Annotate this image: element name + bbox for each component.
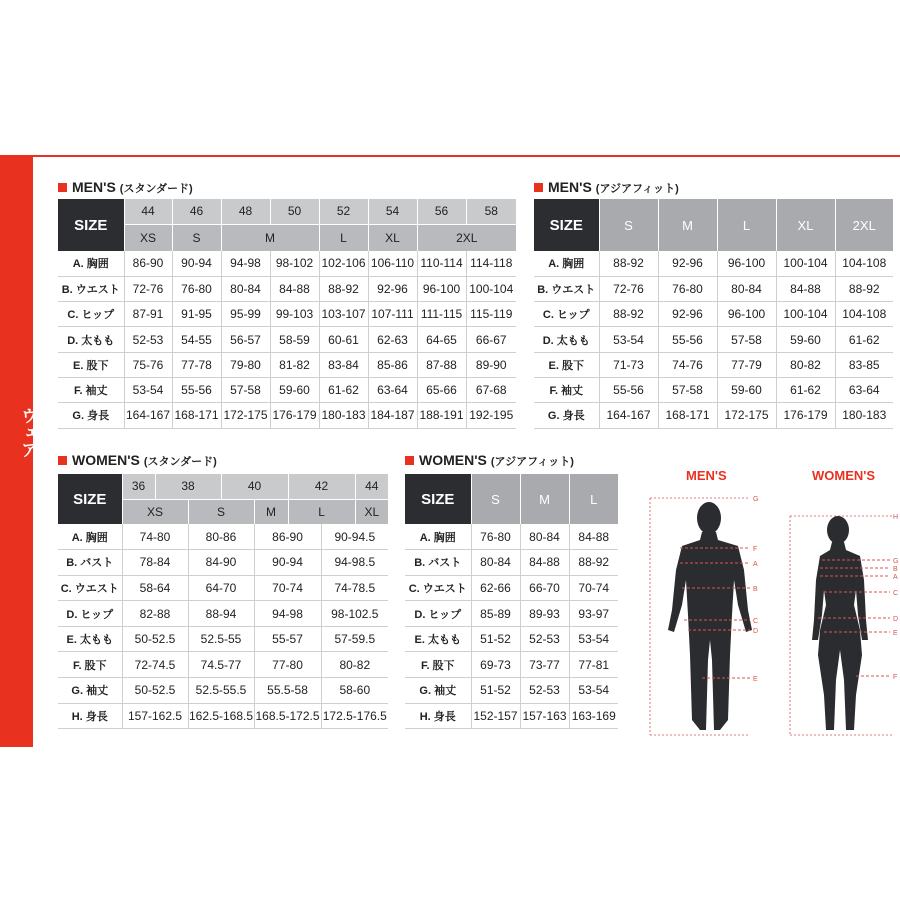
measure-value: 52-53: [520, 626, 569, 652]
letter-size-header: M: [221, 224, 319, 251]
measure-value: 74.5-77: [188, 652, 254, 678]
measure-value: 53-54: [124, 377, 172, 402]
row-label: C. ヒップ: [534, 302, 599, 327]
table-row: [58, 550, 388, 576]
top-rule: [0, 155, 900, 157]
row-label: C. ヒップ: [58, 302, 124, 327]
measure-value: 60-61: [319, 327, 368, 352]
table-row: [58, 403, 516, 428]
row-label: F. 股下: [58, 652, 122, 678]
measure-value: 100-104: [776, 251, 835, 276]
row-label: A. 胸囲: [58, 251, 124, 276]
measure-value: 100-104: [776, 302, 835, 327]
measure-value: 77-80: [254, 652, 321, 678]
measure-value: 86-90: [124, 251, 172, 276]
table-row: [58, 377, 516, 402]
measure-value: 162.5-168.5: [188, 703, 254, 729]
table-row: [58, 601, 388, 627]
marker-d: D: [893, 616, 899, 623]
measure-value: 51-52: [471, 626, 520, 652]
measure-value: 111-115: [417, 302, 466, 327]
marker-f: F: [893, 674, 898, 681]
category-side-tab: [0, 157, 37, 747]
measure-value: 59-60: [776, 327, 835, 352]
measure-value: 77-79: [717, 352, 776, 377]
row-label: H. 身長: [405, 703, 471, 729]
measure-value: 83-85: [835, 352, 893, 377]
size-header: S: [599, 199, 658, 251]
marker-c: C: [753, 618, 759, 625]
measure-value: 84-88: [569, 524, 618, 550]
row-label: B. バスト: [58, 550, 122, 576]
letter-size-header: S: [172, 224, 221, 251]
measure-value: 172-175: [221, 403, 270, 428]
letter-size-header: L: [319, 224, 368, 251]
measure-value: 66-67: [466, 327, 516, 352]
row-label: G. 袖丈: [58, 678, 122, 704]
table-row: [405, 575, 618, 601]
row-label: D. ヒップ: [58, 601, 122, 627]
table-row: [534, 377, 893, 402]
men-figure-title: MEN'S: [686, 468, 727, 483]
measure-value: 53-54: [569, 626, 618, 652]
measure-value: 57-58: [717, 327, 776, 352]
measure-value: 84-88: [270, 276, 319, 301]
measure-value: 58-59: [270, 327, 319, 352]
table-row: [534, 302, 893, 327]
measure-value: 84-88: [520, 550, 569, 576]
title-marker: [58, 183, 67, 192]
measure-value: 52-53: [124, 327, 172, 352]
measure-value: 61-62: [776, 377, 835, 402]
numeric-size-header: 36: [122, 474, 155, 499]
table-row: [58, 678, 388, 704]
table-row: [58, 626, 388, 652]
row-label: F. 袖丈: [534, 377, 599, 402]
measure-value: 85-86: [368, 352, 417, 377]
measure-value: 92-96: [368, 276, 417, 301]
measure-value: 85-89: [471, 601, 520, 627]
measure-value: 63-64: [835, 377, 893, 402]
measure-value: 52.5-55: [188, 626, 254, 652]
table-row: [534, 403, 893, 428]
row-label: G. 身長: [58, 403, 124, 428]
measure-value: 74-76: [658, 352, 717, 377]
numeric-size-header: 40: [221, 474, 288, 499]
measure-value: 72-76: [599, 276, 658, 301]
measure-value: 163-169: [569, 703, 618, 729]
measure-value: 70-74: [254, 575, 321, 601]
measure-value: 180-183: [835, 403, 893, 428]
measure-value: 98-102.5: [321, 601, 388, 627]
table-row: [58, 703, 388, 729]
table-row: [58, 327, 516, 352]
measure-value: 107-111: [368, 302, 417, 327]
numeric-size-header: 44: [355, 474, 388, 499]
size-header: M: [658, 199, 717, 251]
measure-value: 77-78: [172, 352, 221, 377]
measure-value: 157-162.5: [122, 703, 188, 729]
letter-size-header: 2XL: [417, 224, 516, 251]
table-row: [405, 652, 618, 678]
marker-c: C: [893, 590, 899, 597]
row-label: E. 太もも: [405, 626, 471, 652]
letter-size-header: XL: [368, 224, 417, 251]
measure-value: 84-88: [776, 276, 835, 301]
measure-value: 88-92: [599, 302, 658, 327]
women-silhouette: [812, 516, 868, 730]
measure-value: 80-84: [221, 276, 270, 301]
measure-value: 63-64: [368, 377, 417, 402]
measure-value: 104-108: [835, 302, 893, 327]
row-label: A. 胸囲: [534, 251, 599, 276]
row-label: B. バスト: [405, 550, 471, 576]
womens-asian-title: WOMEN'S (アジアフィット): [405, 452, 574, 470]
measure-value: 52.5-55.5: [188, 678, 254, 704]
row-label: B. ウエスト: [58, 276, 124, 301]
measure-value: 52-53: [520, 678, 569, 704]
marker-d: D: [753, 628, 759, 635]
measure-value: 58-64: [122, 575, 188, 601]
measure-value: 51-52: [471, 678, 520, 704]
measure-value: 80-82: [776, 352, 835, 377]
measure-value: 55.5-58: [254, 678, 321, 704]
measure-value: 80-82: [321, 652, 388, 678]
measure-value: 152-157: [471, 703, 520, 729]
row-label: A. 胸囲: [58, 524, 122, 550]
measure-value: 168-171: [658, 403, 717, 428]
measure-value: 71-73: [599, 352, 658, 377]
title-marker: [58, 456, 67, 465]
measure-value: 57-59.5: [321, 626, 388, 652]
measure-value: 99-103: [270, 302, 319, 327]
numeric-size-header: 44: [124, 199, 172, 224]
size-header: S: [471, 474, 520, 524]
row-label: E. 股下: [534, 352, 599, 377]
measure-value: 94-98.5: [321, 550, 388, 576]
measure-value: 55-56: [658, 327, 717, 352]
women-figure-title: WOMEN'S: [812, 468, 876, 483]
marker-g: G: [893, 558, 899, 565]
measure-value: 164-167: [599, 403, 658, 428]
letter-size-header: XS: [124, 224, 172, 251]
measure-value: 88-94: [188, 601, 254, 627]
row-label: C. ウエスト: [405, 575, 471, 601]
row-label: D. 太もも: [534, 327, 599, 352]
measure-value: 114-118: [466, 251, 516, 276]
size-header: 2XL: [835, 199, 893, 251]
measure-value: 64-65: [417, 327, 466, 352]
measure-value: 102-106: [319, 251, 368, 276]
measure-value: 84-90: [188, 550, 254, 576]
measure-value: 57-58: [221, 377, 270, 402]
table-row: [405, 626, 618, 652]
womens-asian-table: [405, 474, 618, 729]
womens-standard-table: [58, 474, 388, 729]
table-row: [534, 276, 893, 301]
table-row: [58, 524, 388, 550]
numeric-size-header: 52: [319, 199, 368, 224]
measure-value: 70-74: [569, 575, 618, 601]
measure-value: 57-58: [658, 377, 717, 402]
measure-value: 62-63: [368, 327, 417, 352]
women-marker-labels: [893, 514, 898, 681]
marker-a: A: [893, 574, 898, 581]
table-row: [405, 703, 618, 729]
measure-value: 168.5-172.5: [254, 703, 321, 729]
measure-value: 172-175: [717, 403, 776, 428]
marker-b: B: [753, 586, 758, 593]
measure-value: 74-78.5: [321, 575, 388, 601]
measure-value: 75-76: [124, 352, 172, 377]
measure-value: 69-73: [471, 652, 520, 678]
numeric-size-header: 58: [466, 199, 516, 224]
size-header: SIZE: [534, 199, 599, 251]
measure-value: 73-77: [520, 652, 569, 678]
table-row: [58, 276, 516, 301]
row-label: H. 身長: [58, 703, 122, 729]
measure-value: 65-66: [417, 377, 466, 402]
measure-value: 96-100: [717, 251, 776, 276]
row-label: C. ウエスト: [58, 575, 122, 601]
measure-value: 78-84: [122, 550, 188, 576]
marker-g: G: [753, 496, 759, 503]
measure-value: 53-54: [599, 327, 658, 352]
row-label: D. ヒップ: [405, 601, 471, 627]
table-row: [58, 575, 388, 601]
measure-value: 77-81: [569, 652, 618, 678]
measure-value: 61-62: [319, 377, 368, 402]
row-label: D. 太もも: [58, 327, 124, 352]
numeric-size-header: 50: [270, 199, 319, 224]
measure-value: 100-104: [466, 276, 516, 301]
table-row: [58, 302, 516, 327]
measure-value: 79-80: [221, 352, 270, 377]
men-silhouette: [668, 502, 752, 730]
row-label: A. 胸囲: [405, 524, 471, 550]
measure-value: 89-93: [520, 601, 569, 627]
measure-value: 76-80: [172, 276, 221, 301]
size-header: M: [520, 474, 569, 524]
letter-size-header: XL: [355, 499, 388, 524]
measure-value: 62-66: [471, 575, 520, 601]
table-row: [534, 251, 893, 276]
measure-value: 94-98: [221, 251, 270, 276]
measure-value: 115-119: [466, 302, 516, 327]
measure-value: 90-94: [254, 550, 321, 576]
measure-value: 72-76: [124, 276, 172, 301]
mens-standard-table: [58, 199, 516, 429]
marker-f: F: [753, 546, 758, 553]
womens-standard-title: WOMEN'S (スタンダード): [58, 452, 217, 470]
size-header: L: [569, 474, 618, 524]
title-marker: [405, 456, 414, 465]
measure-value: 64-70: [188, 575, 254, 601]
table-row: [534, 352, 893, 377]
measure-value: 176-179: [776, 403, 835, 428]
measure-value: 92-96: [658, 251, 717, 276]
table-row: [405, 550, 618, 576]
measure-value: 88-92: [599, 251, 658, 276]
measure-value: 88-92: [319, 276, 368, 301]
measure-value: 90-94.5: [321, 524, 388, 550]
measure-value: 98-102: [270, 251, 319, 276]
men-marker-labels: [753, 496, 758, 683]
numeric-size-header: 54: [368, 199, 417, 224]
measure-value: 53-54: [569, 678, 618, 704]
measure-value: 104-108: [835, 251, 893, 276]
mens-asian-title: MEN'S (アジアフィット): [534, 179, 679, 197]
measure-value: 54-55: [172, 327, 221, 352]
numeric-size-header: 48: [221, 199, 270, 224]
measure-value: 50-52.5: [122, 678, 188, 704]
measure-value: 66-70: [520, 575, 569, 601]
measure-value: 80-84: [717, 276, 776, 301]
marker-e: E: [753, 676, 758, 683]
row-label: B. ウエスト: [534, 276, 599, 301]
measure-value: 83-84: [319, 352, 368, 377]
measure-value: 93-97: [569, 601, 618, 627]
measure-value: 81-82: [270, 352, 319, 377]
table-row: [58, 352, 516, 377]
measure-value: 59-60: [717, 377, 776, 402]
measure-value: 157-163: [520, 703, 569, 729]
measure-value: 103-107: [319, 302, 368, 327]
table-row: [405, 678, 618, 704]
measure-value: 80-84: [520, 524, 569, 550]
row-label: F. 袖丈: [58, 377, 124, 402]
row-label: E. 股下: [58, 352, 124, 377]
measure-value: 76-80: [658, 276, 717, 301]
measure-value: 89-90: [466, 352, 516, 377]
measure-value: 80-84: [471, 550, 520, 576]
measure-value: 86-90: [254, 524, 321, 550]
measure-value: 96-100: [717, 302, 776, 327]
measure-value: 56-57: [221, 327, 270, 352]
measure-value: 188-191: [417, 403, 466, 428]
letter-size-header: L: [288, 499, 355, 524]
measure-value: 87-91: [124, 302, 172, 327]
measure-value: 58-60: [321, 678, 388, 704]
measure-value: 96-100: [417, 276, 466, 301]
measure-value: 74-80: [122, 524, 188, 550]
measure-value: 55-56: [599, 377, 658, 402]
measure-value: 192-195: [466, 403, 516, 428]
title-marker: [534, 183, 543, 192]
measure-value: 95-99: [221, 302, 270, 327]
mens-asian-table: [534, 199, 893, 429]
category-label: ウェア: [17, 407, 37, 458]
measure-value: 55-56: [172, 377, 221, 402]
measure-value: 55-57: [254, 626, 321, 652]
measure-value: 76-80: [471, 524, 520, 550]
marker-e: E: [893, 630, 898, 637]
numeric-size-header: 42: [288, 474, 355, 499]
measure-value: 168-171: [172, 403, 221, 428]
measure-value: 80-86: [188, 524, 254, 550]
measure-value: 59-60: [270, 377, 319, 402]
measure-value: 61-62: [835, 327, 893, 352]
measure-value: 87-88: [417, 352, 466, 377]
measure-value: 94-98: [254, 601, 321, 627]
marker-h: H: [893, 514, 899, 521]
size-header: SIZE: [58, 199, 124, 251]
letter-size-header: XS: [122, 499, 188, 524]
measure-value: 164-167: [124, 403, 172, 428]
measure-value: 110-114: [417, 251, 466, 276]
row-label: E. 太もも: [58, 626, 122, 652]
size-header: SIZE: [58, 474, 122, 524]
measure-value: 50-52.5: [122, 626, 188, 652]
measure-value: 180-183: [319, 403, 368, 428]
mens-standard-title: MEN'S (スタンダード): [58, 179, 193, 197]
measure-value: 106-110: [368, 251, 417, 276]
body-measurement-figures: [630, 480, 900, 740]
measure-value: 176-179: [270, 403, 319, 428]
table-row: [405, 524, 618, 550]
measure-value: 91-95: [172, 302, 221, 327]
measure-value: 90-94: [172, 251, 221, 276]
measure-value: 72-74.5: [122, 652, 188, 678]
measure-value: 92-96: [658, 302, 717, 327]
marker-b: B: [893, 566, 898, 573]
numeric-size-header: 56: [417, 199, 466, 224]
measure-value: 172.5-176.5: [321, 703, 388, 729]
numeric-size-header: 46: [172, 199, 221, 224]
table-row: [534, 327, 893, 352]
table-row: [58, 251, 516, 276]
measure-value: 67-68: [466, 377, 516, 402]
measure-value: 88-92: [569, 550, 618, 576]
measure-value: 82-88: [122, 601, 188, 627]
measure-value: 88-92: [835, 276, 893, 301]
size-header: SIZE: [405, 474, 471, 524]
marker-a: A: [753, 561, 758, 568]
size-header: L: [717, 199, 776, 251]
letter-size-header: S: [188, 499, 254, 524]
row-label: G. 袖丈: [405, 678, 471, 704]
row-label: G. 身長: [534, 403, 599, 428]
table-row: [58, 652, 388, 678]
row-label: F. 股下: [405, 652, 471, 678]
table-row: [405, 601, 618, 627]
letter-size-header: M: [254, 499, 288, 524]
measure-value: 184-187: [368, 403, 417, 428]
size-header: XL: [776, 199, 835, 251]
numeric-size-header: 38: [155, 474, 221, 499]
